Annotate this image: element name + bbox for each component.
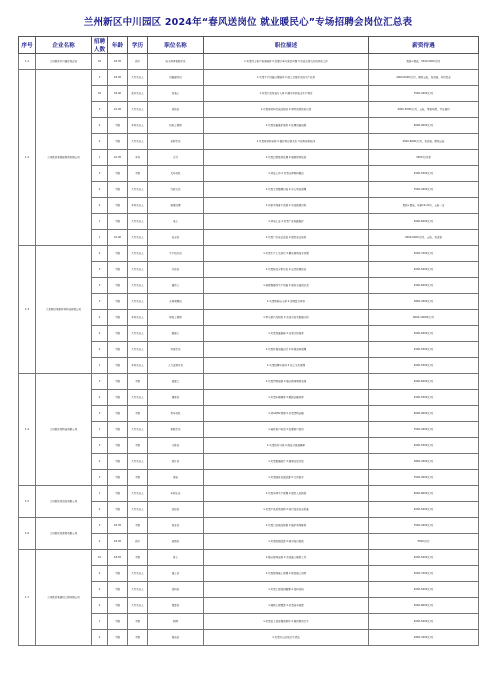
position-name-cell: 营业员 — [148, 518, 204, 534]
table-row — [19, 518, 479, 534]
header-salary: 薪资待遇 — [369, 37, 479, 54]
position-name-cell: 统计员 — [148, 454, 204, 470]
education-cell: 不限 — [128, 166, 148, 182]
salary-cell: 6000-8000元/月 — [369, 486, 479, 502]
salary-cell: 4000-5500元/月，五险，带薪年假，节日福利 — [369, 102, 479, 118]
age-cell: 不限 — [108, 374, 128, 390]
education-cell: 高中及以上 — [128, 86, 148, 102]
table-row — [19, 246, 479, 262]
education-cell: 大专及以上 — [128, 582, 148, 598]
salary-cell: 4000-5000元/月 — [369, 502, 479, 518]
age-cell: 不限 — [108, 390, 128, 406]
position-name-cell: 保安 — [148, 470, 204, 486]
age-cell: 不限 — [108, 582, 128, 598]
group-seq-cell: 1-6 — [19, 518, 36, 550]
headcount-cell: 2 — [92, 134, 108, 150]
position-description-cell: 1.负责车辆调度 2.跟踪运输进度 — [204, 390, 369, 406]
salary-cell: 3500-4500元/月 — [369, 422, 479, 438]
age-cell: 不限 — [108, 406, 128, 422]
group-seq-cell: 1-4 — [19, 374, 36, 486]
position-name-cell: 车间主任 — [148, 486, 204, 502]
group-seq-cell: 1-5 — [19, 486, 36, 518]
salary-cell: 4000-6000元/月 — [369, 374, 479, 390]
headcount-cell: 3 — [92, 470, 108, 486]
group-seq-cell: 1-7 — [19, 550, 36, 646]
headcount-cell: 3 — [92, 102, 108, 118]
salary-cell: 4500-6000元/月 — [369, 278, 479, 294]
position-description-cell: 1.负责车间生产管理 2.组织人员排班 — [204, 486, 369, 502]
age-cell: 18-45 — [108, 70, 128, 86]
education-cell: 大专及以上 — [128, 214, 148, 230]
headcount-cell: 2 — [92, 566, 108, 582]
salary-cell: 6000-9000元/月 — [369, 406, 479, 422]
headcount-cell: 16 — [92, 86, 108, 102]
age-cell: 不限 — [108, 422, 128, 438]
position-name-cell: 施工员 — [148, 566, 204, 582]
headcount-cell: 3 — [92, 406, 108, 422]
headcount-cell: 1 — [92, 358, 108, 374]
age-cell: 不限 — [108, 566, 128, 582]
position-description-cell: 1.负责原材料采购 2.维护供应商关系 3.控制采购成本 — [204, 134, 369, 150]
headcount-cell: 2 — [92, 246, 108, 262]
education-cell: 大专及以上 — [128, 294, 148, 310]
position-name-cell: 品控员 — [148, 502, 204, 518]
salary-cell: 4000-6000元/月，缴纳五险，包食宿，年终奖金 — [369, 70, 479, 86]
position-name-cell: 收银员 — [148, 534, 204, 550]
salary-cell: 3800-4500元/月 — [369, 454, 479, 470]
age-cell: 不限 — [108, 358, 128, 374]
age-cell: 不限 — [108, 182, 128, 198]
education-cell: 本科及以上 — [128, 358, 148, 374]
education-cell: 大专及以上 — [128, 486, 148, 502]
table-row — [19, 486, 479, 502]
position-description-cell: 1.持A2/B2驾照 2.负责货物运输 — [204, 406, 369, 422]
education-cell: 大专及以上 — [128, 390, 148, 406]
table-row — [19, 550, 479, 566]
position-name-cell: 叉车司机 — [148, 166, 204, 182]
position-name-cell: 普工 — [148, 550, 204, 566]
age-cell: 22-45 — [108, 102, 128, 118]
salary-cell: 底薪+提成，3500-5000元/月 — [369, 54, 479, 70]
position-name-cell: 机电工程师 — [148, 118, 204, 134]
position-name-cell: 客服专员 — [148, 422, 204, 438]
age-cell: 不限 — [108, 214, 128, 230]
position-description-cell: 1.负责收银结算 2.核对每日账款 — [204, 534, 369, 550]
position-name-cell: 仓库管理员 — [148, 294, 204, 310]
position-name-cell: 人力资源专员 — [148, 358, 204, 374]
education-cell: 大专及以上 — [128, 182, 148, 198]
position-name-cell: 采购专员 — [148, 134, 204, 150]
headcount-cell: 2 — [92, 454, 108, 470]
salary-cell: 6000-9000元/月 — [369, 118, 479, 134]
salary-cell: 3500元/月 — [369, 534, 479, 550]
salary-cell: 底薪+提成，年薪10-20万，五险一金 — [369, 198, 479, 214]
education-cell: 大专及以上 — [128, 502, 148, 518]
position-name-cell: 质检员 — [148, 102, 204, 118]
headcount-cell: 3 — [92, 438, 108, 454]
education-cell: 本科 — [128, 150, 148, 166]
education-cell: 不限 — [128, 614, 148, 630]
position-description-cell: 1.负责现场施工管理 2.把控施工进度 — [204, 566, 369, 582]
headcount-cell: 2 — [92, 630, 108, 646]
position-name-cell: 电子商务客服专员 — [148, 54, 204, 70]
position-description-cell: 1.负责货物装卸 2.服从现场调度安排 — [204, 374, 369, 390]
salary-cell: 3500-4000元/月 — [369, 470, 479, 486]
headcount-cell: 2 — [92, 598, 108, 614]
headcount-cell: 1 — [92, 486, 108, 502]
education-cell: 不限 — [128, 438, 148, 454]
education-cell: 大专及以上 — [128, 598, 148, 614]
position-name-cell: 设备操作员 — [148, 70, 204, 86]
position-name-cell: 包装工 — [148, 86, 204, 102]
age-cell: 不限 — [108, 262, 128, 278]
position-name-cell: 会计 — [148, 150, 204, 166]
header-position: 职位名称 — [148, 37, 204, 54]
position-name-cell: 预算员 — [148, 598, 204, 614]
age-cell: 不限 — [108, 294, 128, 310]
education-cell: 大专及以上 — [128, 342, 148, 358]
position-description-cell: 1.负责环保设施运行 2.环保资料管理 — [204, 342, 369, 358]
salary-cell: 4000-5500元/月 — [369, 438, 479, 454]
headcount-cell: 1 — [92, 150, 108, 166]
education-cell: 高中 — [128, 534, 148, 550]
position-description-cell: 1.开拓市场客户资源 2.完成销售目标 — [204, 198, 369, 214]
salary-cell: 4500-5500元/月 — [369, 342, 479, 358]
table-row — [19, 54, 479, 70]
headcount-cell: 2 — [92, 198, 108, 214]
education-cell: 大专及以上 — [128, 246, 148, 262]
headcount-cell: 3 — [92, 70, 108, 86]
position-description-cell: 1.负责工程资料整理 2.资料归档 — [204, 582, 369, 598]
salary-cell: 5000-7000元/月 — [369, 566, 479, 582]
position-description-cell: 1.负责样品分析化验 2.出具检测报告 — [204, 262, 369, 278]
salary-cell: 3800-4500元/月 — [369, 294, 479, 310]
position-description-cell: 1.按规程操作生产设备 2.做好交接班记录 — [204, 278, 369, 294]
position-description-cell: 1.负责生产设备日常操作 2.按工艺要求完成生产任务 — [204, 70, 369, 86]
salary-cell: 4500-6000元/月，包食宿，缴纳五险 — [369, 134, 479, 150]
education-cell: 大专及以上 — [128, 566, 148, 582]
education-cell: 大专及以上 — [128, 134, 148, 150]
education-cell: 本科及以上 — [128, 118, 148, 134]
position-name-cell: 化验员 — [148, 262, 204, 278]
headcount-cell: 10 — [92, 550, 108, 566]
position-description-cell: 1.负责门店商品销售 2.维护卖场陈列 — [204, 518, 369, 534]
position-name-cell: 研发工程师 — [148, 310, 204, 326]
table-row — [19, 374, 479, 390]
position-description-cell: 1.负责日常账务处理 2.编制财务报表 — [204, 150, 369, 166]
age-cell: 不限 — [108, 598, 128, 614]
headcount-cell: 2 — [92, 502, 108, 518]
header-count: 招聘人数 — [92, 37, 108, 54]
education-cell: 大专及以上 — [128, 262, 148, 278]
position-name-cell: 厨师 — [148, 614, 204, 630]
education-cell: 高中 — [128, 54, 148, 70]
salary-cell: 4500-6000元/月，五险，包食宿 — [369, 230, 479, 246]
headcount-cell: 2 — [92, 182, 108, 198]
education-cell: 本科及以上 — [128, 198, 148, 214]
header-description: 职位描述 — [204, 37, 369, 54]
education-cell: 大专及以上 — [128, 326, 148, 342]
salary-cell: 5000-6500元/月 — [369, 326, 479, 342]
education-cell: 大专及以上 — [128, 278, 148, 294]
education-cell: 不限 — [128, 406, 148, 422]
headcount-cell: 16 — [92, 54, 108, 70]
position-description-cell: 1.负责原材料及成品检验 2.填写质量检验记录 — [204, 102, 369, 118]
headcount-cell: 2 — [92, 390, 108, 406]
age-cell: 不限 — [108, 278, 128, 294]
salary-cell: 4500-5500元/月 — [369, 390, 479, 406]
headcount-cell: 1 — [92, 230, 108, 246]
age-cell: 不限 — [108, 118, 128, 134]
position-name-cell: 操作工 — [148, 278, 204, 294]
page-title: 兰州新区中川园区 2024年“春风送岗位 就业暖民心”专场招聘会岗位汇总表 — [83, 17, 413, 28]
group-seq-cell: 1-2 — [19, 70, 36, 246]
salary-cell: 4500元/月起 — [369, 150, 479, 166]
education-cell: 不限 — [128, 470, 148, 486]
salary-cell: 3500-4500元/月 — [369, 86, 479, 102]
salary-cell: 3500-4500元/月 — [369, 182, 479, 198]
company-name-cell: 兰州新区某建设工程有限公司 — [36, 550, 92, 646]
headcount-cell: 3 — [92, 278, 108, 294]
position-name-cell: 销售经理 — [148, 198, 204, 214]
salary-cell: 4000-5000元/月 — [369, 582, 479, 598]
position-description-cell: 1.负责设备维护保养 2.处理设备故障 — [204, 118, 369, 134]
header-age: 年龄 — [108, 37, 128, 54]
company-name-cell: 兰州新区中川园区某企业 — [36, 54, 92, 70]
position-description-cell: 1.服从现场安排 2.完成施工辅助工作 — [204, 550, 369, 566]
headcount-cell: 2 — [92, 582, 108, 598]
salary-cell: 6000-10000元/月 — [369, 310, 479, 326]
age-cell: 18-45 — [108, 534, 128, 550]
position-description-cell: 1.负责物料出入库 2.定期盘点库存 — [204, 294, 369, 310]
position-description-cell: 1.接听客户电话 2.处理客户投诉 — [204, 422, 369, 438]
position-description-cell: 1.编制工程预算 2.负责成本核算 — [204, 598, 369, 614]
headcount-cell: 3 — [92, 518, 108, 534]
headcount-cell: 2 — [92, 118, 108, 134]
education-cell: 大专及以上 — [128, 422, 148, 438]
position-description-cell: 1.负责园区安保巡逻 2.门岗值守 — [204, 470, 369, 486]
company-name-cell: 兰州新区某商贸有限公司 — [36, 518, 92, 550]
age-cell: 不限 — [108, 134, 128, 150]
company-name-cell: 兰州新区某食品有限公司 — [36, 486, 92, 518]
headcount-cell: 3 — [92, 262, 108, 278]
age-cell: 不限 — [108, 438, 128, 454]
education-cell: 不限 — [128, 630, 148, 646]
age-cell: 不限 — [108, 470, 128, 486]
age-cell: 18-35 — [108, 54, 128, 70]
education-cell: 大专及以上 — [128, 230, 148, 246]
headcount-cell: 2 — [92, 342, 108, 358]
position-description-cell: 1.负责厂区安全巡查 2.组织安全培训 — [204, 230, 369, 246]
age-cell: 22-40 — [108, 230, 128, 246]
position-name-cell: 行政文员 — [148, 182, 204, 198]
age-cell: 不限 — [108, 326, 128, 342]
salary-cell: 3500-4500元/月 — [369, 518, 479, 534]
position-description-cell: 1.负责招聘与培训 2.员工关系管理 — [204, 358, 369, 374]
headcount-cell: 1 — [92, 422, 108, 438]
position-description-cell: 1.负责员工食堂餐食制作 2.保持厨房卫生 — [204, 614, 369, 630]
age-cell: 22-35 — [108, 150, 128, 166]
position-description-cell: 1.负责办公区域卫生清洁 — [204, 630, 369, 646]
age-cell: 不限 — [108, 342, 128, 358]
headcount-cell: 2 — [92, 326, 108, 342]
position-name-cell: 货车司机 — [148, 406, 204, 422]
position-description-cell: 1.负责线上客户咨询接待 2.处理订单与售后问题 3.完成主管交办的其他工作 — [204, 54, 369, 70]
table-row — [19, 70, 479, 86]
salary-cell: 5000-7000元/月 — [369, 246, 479, 262]
education-cell: 不限 — [128, 374, 148, 390]
position-name-cell: 调度员 — [148, 390, 204, 406]
education-cell: 不限 — [128, 518, 148, 534]
position-name-cell: 分拣员 — [148, 438, 204, 454]
position-description-cell: 1.持电工证 2.负责厂区电路维护 — [204, 214, 369, 230]
position-description-cell: 1.负责数据统计 2.编制日报月报 — [204, 454, 369, 470]
salary-cell: 2800-3200元/月 — [369, 630, 479, 646]
position-name-cell: 维修工 — [148, 326, 204, 342]
education-cell: 大专及以上 — [128, 102, 148, 118]
headcount-cell: 1 — [92, 214, 108, 230]
company-name-cell: 兰州新区某物流有限公司 — [36, 374, 92, 486]
headcount-cell: 2 — [92, 534, 108, 550]
education-cell: 不限 — [128, 550, 148, 566]
education-cell: 大专及以上 — [128, 70, 148, 86]
position-name-cell: 电工 — [148, 214, 204, 230]
age-cell: 不限 — [108, 198, 128, 214]
age-cell: 不限 — [108, 310, 128, 326]
salary-cell: 4000-5000元/月 — [369, 550, 479, 566]
position-name-cell: 装卸工 — [148, 374, 204, 390]
headcount-cell: 1 — [92, 614, 108, 630]
group-seq-cell: 1-1 — [19, 54, 36, 70]
age-cell: 不限 — [108, 502, 128, 518]
age-cell: 不限 — [108, 614, 128, 630]
header-seq: 序号 — [19, 37, 36, 54]
jobs-table — [18, 36, 479, 646]
salary-cell: 4000-5000元/月 — [369, 262, 479, 278]
position-description-cell: 1.持证上岗 2.负责仓库物料搬运 — [204, 166, 369, 182]
company-name-cell: 兰州新区某新材料科技有限公司 — [36, 246, 92, 374]
position-description-cell: 1.负责快件分拣 2.保证分拣准确率 — [204, 438, 369, 454]
salary-cell: 5000-6000元/月 — [369, 214, 479, 230]
position-name-cell: 保洁员 — [148, 630, 204, 646]
salary-cell: 4500-5500元/月 — [369, 166, 479, 182]
age-cell: 不限 — [108, 246, 128, 262]
headcount-cell: 2 — [92, 310, 108, 326]
position-name-cell: 生产技术员 — [148, 246, 204, 262]
table-header-row — [19, 37, 479, 54]
salary-cell: 4000-5500元/月 — [369, 358, 479, 374]
age-cell: 18-35 — [108, 518, 128, 534]
group-seq-cell: 1-3 — [19, 246, 36, 374]
position-description-cell: 1.负责设备维修 2.日常点检保养 — [204, 326, 369, 342]
position-name-cell: 资料员 — [148, 582, 204, 598]
header-education: 学历 — [128, 37, 148, 54]
position-name-cell: 环保专员 — [148, 342, 204, 358]
position-description-cell: 1.负责文件整理归档 2.办公用品管理 — [204, 182, 369, 198]
salary-cell: 4000-5000元/月 — [369, 614, 479, 630]
age-cell: 不限 — [108, 630, 128, 646]
education-cell: 大专及以上 — [128, 454, 148, 470]
age-cell: 不限 — [108, 454, 128, 470]
position-description-cell: 1.负责产品质量控制 2.执行食品安全标准 — [204, 502, 369, 518]
position-description-cell: 1.参与新产品研发 2.完成实验及数据分析 — [204, 310, 369, 326]
education-cell: 本科及以上 — [128, 310, 148, 326]
headcount-cell: 3 — [92, 166, 108, 182]
age-cell: 不限 — [108, 486, 128, 502]
headcount-cell: 3 — [92, 294, 108, 310]
company-name-cell: 兰州新区某智能制造有限公司 — [36, 70, 92, 246]
salary-cell: 5000-8000元/月 — [369, 598, 479, 614]
age-cell: 不限 — [108, 166, 128, 182]
header-company: 企业名称 — [36, 37, 92, 54]
age-cell: 18-55 — [108, 550, 128, 566]
age-cell: 18-40 — [108, 86, 128, 102]
position-description-cell: 1.负责生产工艺执行 2.解决现场技术问题 — [204, 246, 369, 262]
position-name-cell: 安全员 — [148, 230, 204, 246]
position-description-cell: 1.负责产品包装与入库 2.遵守车间安全生产规定 — [204, 86, 369, 102]
headcount-cell: 3 — [92, 374, 108, 390]
